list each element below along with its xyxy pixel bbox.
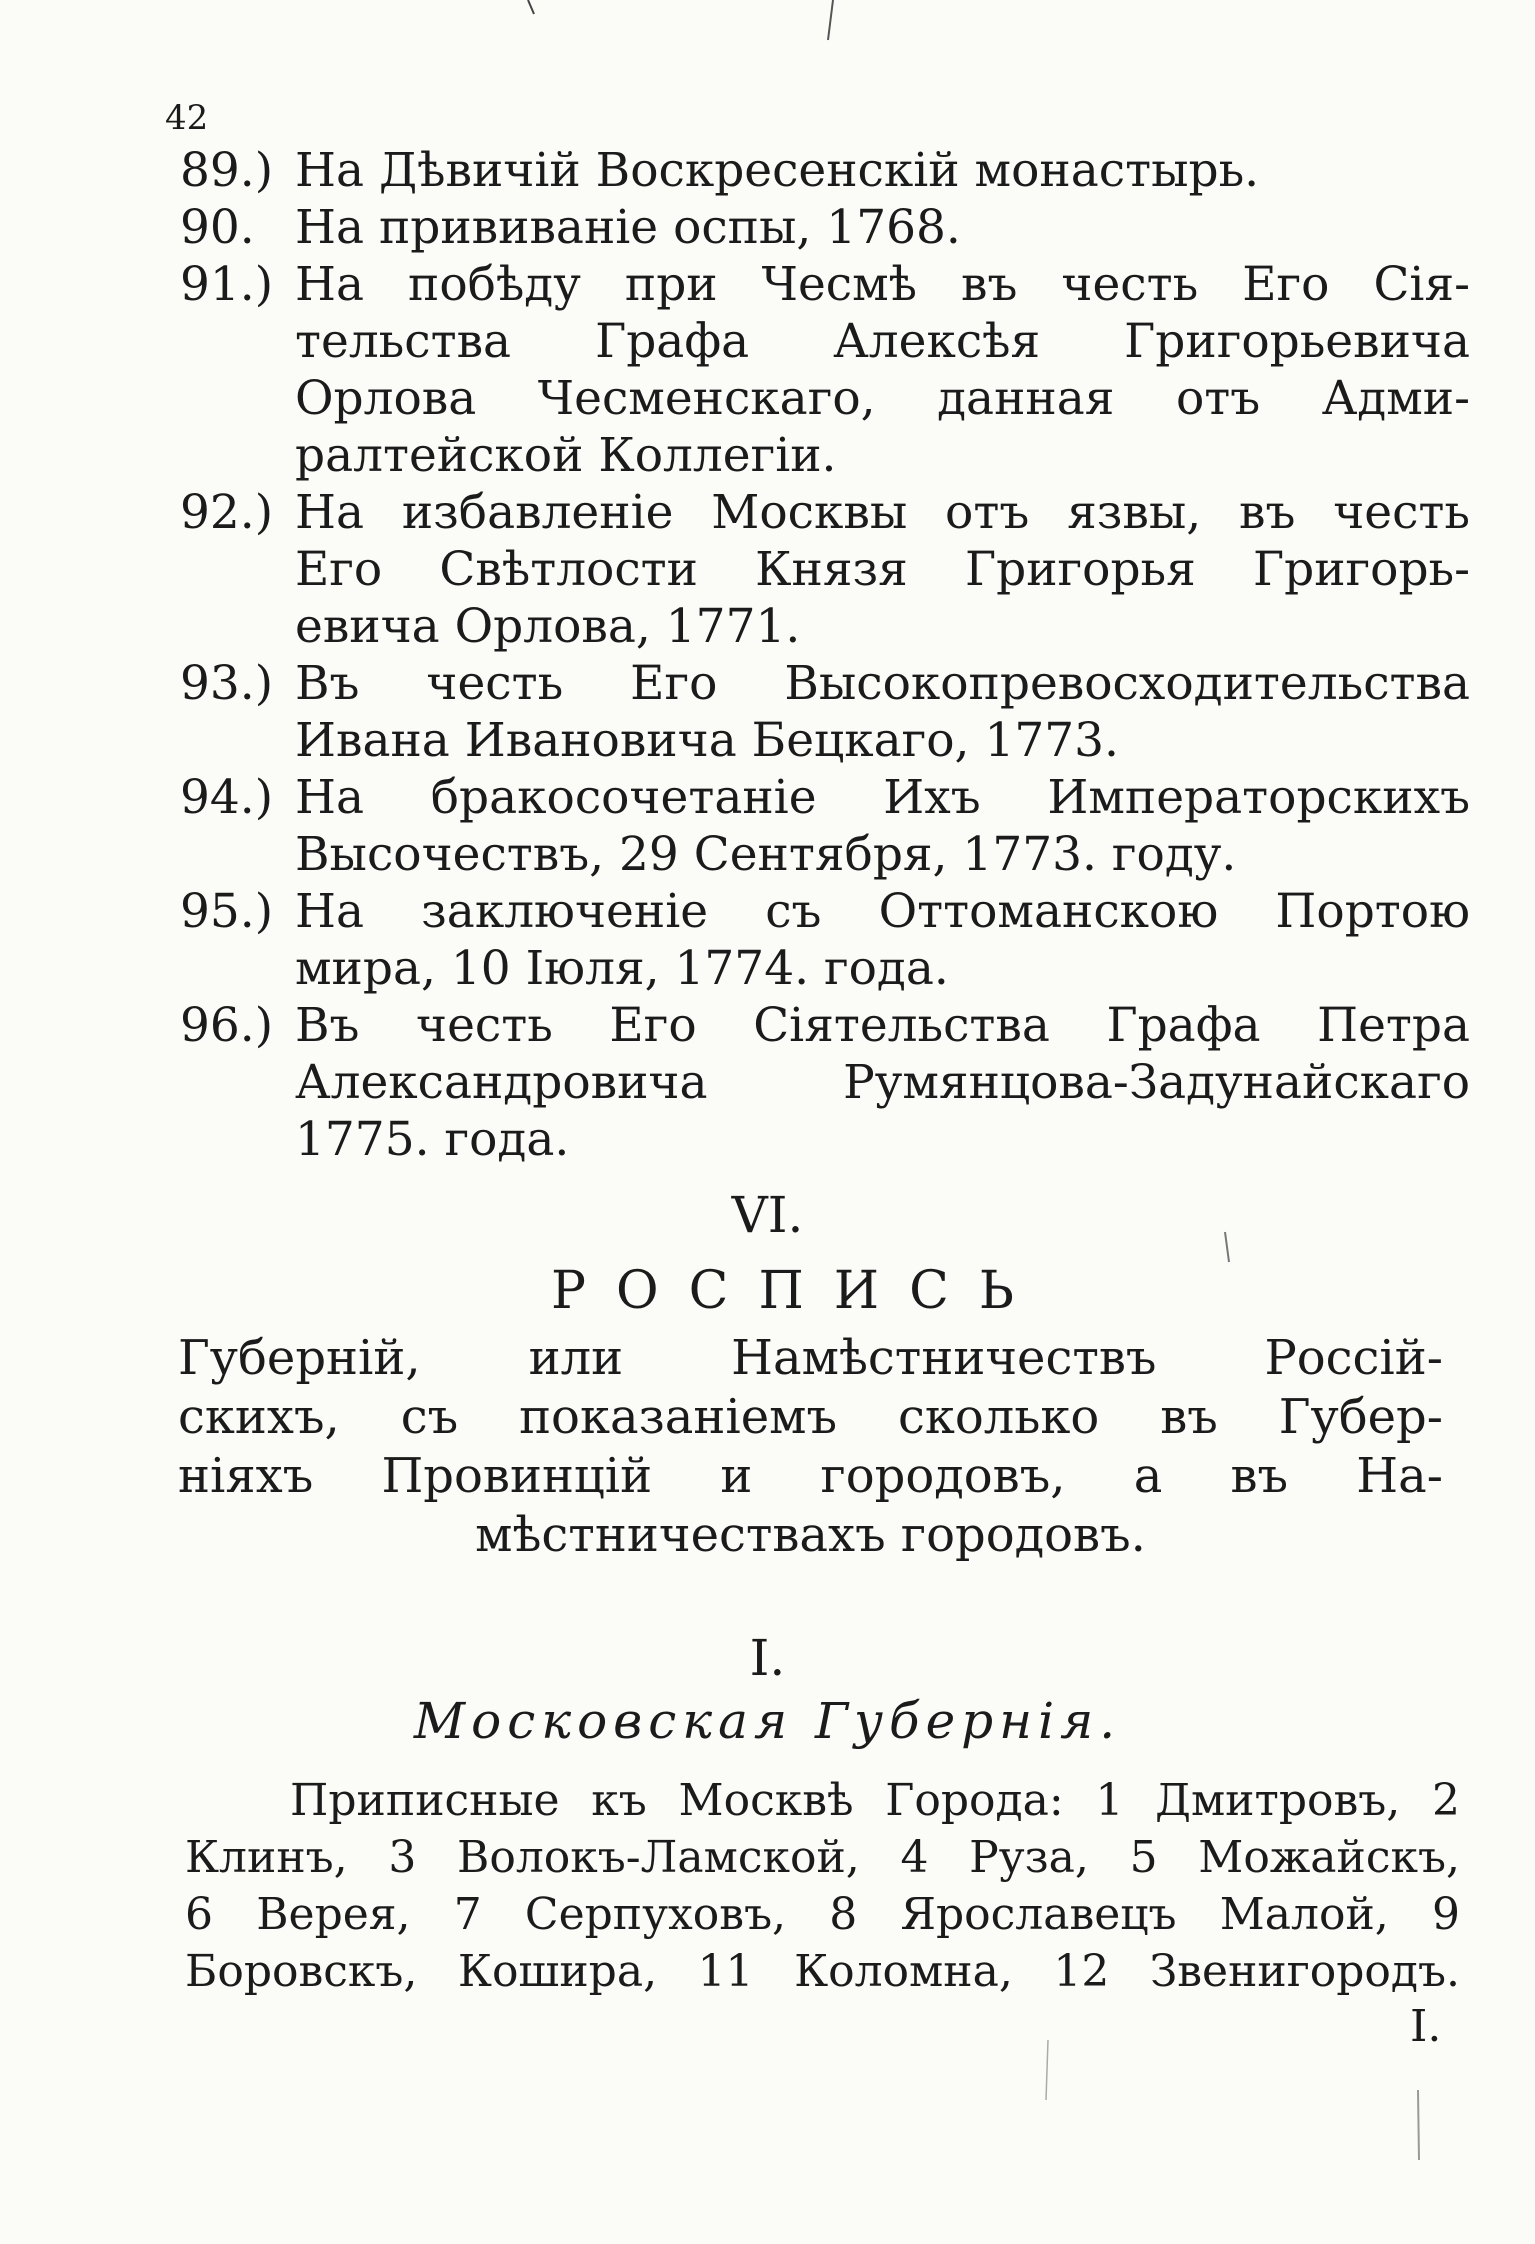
entry-text (295, 142, 1470, 199)
entry-line: тельства Графа Алексѣя Григорьевича (295, 314, 1470, 369)
entry-line: На побѣду при Чесмѣ въ честь Его Сія- (295, 257, 1470, 312)
entry-number: 95.) (180, 884, 274, 939)
list-item (180, 997, 1470, 1168)
entry-text (295, 256, 1470, 484)
entry-line: евича Орлова, 1771. (295, 599, 801, 654)
entry-line: Его Свѣтлости Князя Григорья Григорь- (295, 542, 1470, 597)
entry-line: Орлова Чесменскаго, данная отъ Адми- (295, 371, 1470, 426)
subtitle-line: скихъ, съ показаніемъ сколько въ Губер- (178, 1389, 1443, 1445)
subtitle-line: ніяхъ Провинцій и городовъ, а въ На- (178, 1448, 1443, 1504)
list-item (180, 883, 1470, 997)
towns-line: Клинъ, 3 Волокъ-Ламской, 4 Руза, 5 Можайскъ, (185, 1832, 1460, 1883)
list-item (180, 769, 1470, 883)
list-item (180, 256, 1470, 484)
entry-line: На бракосочетаніе Ихъ Императорскихъ (295, 770, 1470, 825)
entry-line: На Дѣвичій Воскресенскій монастырь. (295, 143, 1260, 198)
entry-line: ралтейской Коллегіи. (295, 428, 837, 483)
towns-paragraph (185, 1772, 1460, 2000)
towns-line: 6 Верея, 7 Серпуховъ, 8 Ярославецъ Малой, 9 (185, 1889, 1460, 1940)
entry-line: Высочествъ, 29 Сентября, 1773. году. (295, 827, 1237, 882)
entry-text (295, 883, 1470, 997)
section-subtitle (178, 1329, 1443, 1565)
entry-line: 1775. года. (295, 1112, 570, 1167)
entry-text (295, 199, 1470, 256)
entry-line: Александровича Румянцова-Задунайскаго (295, 1055, 1470, 1110)
subtitle-line: Губерній, или Намѣстничествъ Россій- (178, 1330, 1443, 1386)
entry-number: 96.) (180, 998, 274, 1053)
entry-text (295, 655, 1470, 769)
entry-line: Въ честь Его Высокопревосходительства (295, 656, 1470, 711)
entry-text (295, 484, 1470, 655)
entry-number: 90. (180, 200, 255, 255)
entry-text (295, 997, 1470, 1168)
page-number: 42 (165, 98, 209, 138)
entry-line: Ивана Ивановича Бецкаго, 1773. (295, 713, 1119, 768)
entry-line: На прививаніе оспы, 1768. (295, 200, 961, 255)
entry-text (295, 769, 1470, 883)
entry-line: Въ честь Его Сіятельства Графа Петра (295, 998, 1470, 1053)
section-title: РОСПИСЬ (551, 1261, 1044, 1321)
subtitle-line: мѣстничествахъ городовъ. (475, 1507, 1146, 1563)
towns-line: Приписные къ Москвѣ Города: 1 Дмитровъ, 2 (290, 1775, 1460, 1826)
entry-list (180, 142, 1470, 1168)
entry-number: 92.) (180, 485, 274, 540)
entry-line: На избавленіе Москвы отъ язвы, въ честь (295, 485, 1470, 540)
entry-number: 93.) (180, 656, 274, 711)
list-item (180, 484, 1470, 655)
governorate-name: Московская Губернія. (413, 1692, 1122, 1750)
entry-number: 89.) (180, 143, 274, 198)
entry-number: 94.) (180, 770, 274, 825)
governorate-number: I. (749, 1629, 786, 1687)
entry-number: 91.) (180, 257, 274, 312)
section-number: VI. (731, 1186, 804, 1244)
entry-line: На заключеніе съ Оттоманскою Портою (295, 884, 1470, 939)
list-item (180, 655, 1470, 769)
list-item (180, 199, 1470, 256)
entry-line: мира, 10 Іюля, 1774. года. (295, 941, 949, 996)
catchword: I. (1410, 2001, 1442, 2052)
towns-line: Боровскъ, Кошира, 11 Коломна, 12 Звенигородъ. (185, 1946, 1460, 1997)
list-item (180, 142, 1470, 199)
